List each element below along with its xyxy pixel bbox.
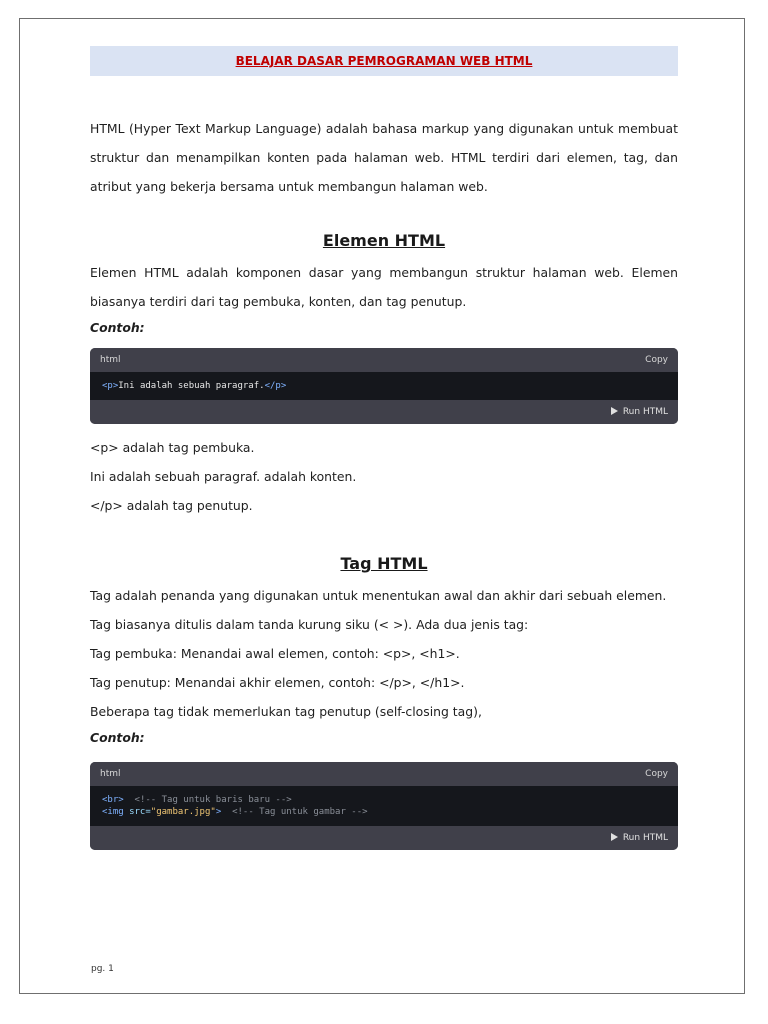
code-line — [102, 806, 666, 818]
code-close-tag: </p> — [264, 381, 287, 391]
code-attr: src= — [129, 807, 151, 817]
code-header — [90, 348, 678, 372]
code-comment: <!-- Tag untuk gambar --> — [232, 807, 368, 817]
code-content — [90, 786, 678, 826]
document-content — [90, 46, 678, 850]
tag-line: Tag pembuka: Menandai awal elemen, contoh: <p>, <h1>. — [90, 646, 460, 661]
code-header — [90, 762, 678, 786]
code-block — [90, 762, 678, 850]
page-title: BELAJAR DASAR PEMROGRAMAN WEB HTML — [235, 54, 533, 68]
code-line — [102, 794, 666, 806]
elemen-paragraph: Elemen HTML adalah komponen dasar yang membangun struktur halaman web. Elemen biasanya terdiri dari tag pembuka, konten, dan tag penutup. — [90, 265, 678, 309]
title-banner — [90, 46, 678, 76]
run-html-label: Run HTML — [622, 833, 668, 843]
code-text: Ini adalah sebuah paragraf. — [118, 381, 265, 391]
code-language: html — [100, 355, 121, 365]
code-open-tag: <p> — [102, 381, 119, 391]
page-number: pg. 1 — [91, 964, 114, 974]
code-comment: <!-- Tag untuk baris baru --> — [134, 795, 292, 805]
example-label: Contoh: — [90, 320, 145, 335]
copy-button[interactable]: Copy — [645, 769, 668, 779]
tag-line: Tag biasanya ditulis dalam tanda kurung siku (< >). Ada dua jenis tag: — [90, 617, 529, 632]
run-html-label: Run HTML — [622, 407, 668, 417]
explanation-line: Ini adalah sebuah paragraf. adalah konten. — [90, 469, 357, 484]
code-string: "gambar.jpg" — [150, 807, 216, 817]
run-html-button[interactable] — [611, 833, 668, 843]
explanation-line: <p> adalah tag pembuka. — [90, 440, 255, 455]
tag-line: Tag penutup: Menandai akhir elemen, contoh: </p>, </h1>. — [90, 675, 465, 690]
play-icon — [611, 407, 618, 415]
code-footer — [90, 400, 678, 424]
tag-line: Beberapa tag tidak memerlukan tag penutup (self-closing tag), — [90, 704, 482, 719]
run-html-button[interactable] — [611, 407, 668, 417]
code-tag: <img — [102, 807, 130, 817]
tag-line: Tag adalah penanda yang digunakan untuk menentukan awal dan akhir dari sebuah elemen. — [90, 588, 667, 603]
example-label: Contoh: — [90, 730, 145, 745]
play-icon — [611, 833, 618, 841]
section-heading-tag: Tag HTML — [340, 554, 428, 573]
copy-button[interactable]: Copy — [645, 355, 668, 365]
code-footer — [90, 826, 678, 850]
intro-paragraph: HTML (Hyper Text Markup Language) adalah bahasa markup yang digunakan untuk membuat struktur dan menampilkan konten pada halaman web. HTML terdiri dari elemen, tag, dan atribut yang bekerja bersama untuk membangun halaman web. — [90, 121, 678, 194]
tag-explanations — [90, 581, 678, 726]
explanation-line: </p> adalah tag penutup. — [90, 498, 253, 513]
code-tag: > — [215, 807, 222, 817]
code-block — [90, 348, 678, 424]
code-language: html — [100, 769, 121, 779]
code-tag: <br> — [102, 795, 124, 805]
elemen-explanations — [90, 433, 678, 520]
code-content — [90, 372, 678, 400]
section-heading-elemen: Elemen HTML — [322, 231, 446, 250]
